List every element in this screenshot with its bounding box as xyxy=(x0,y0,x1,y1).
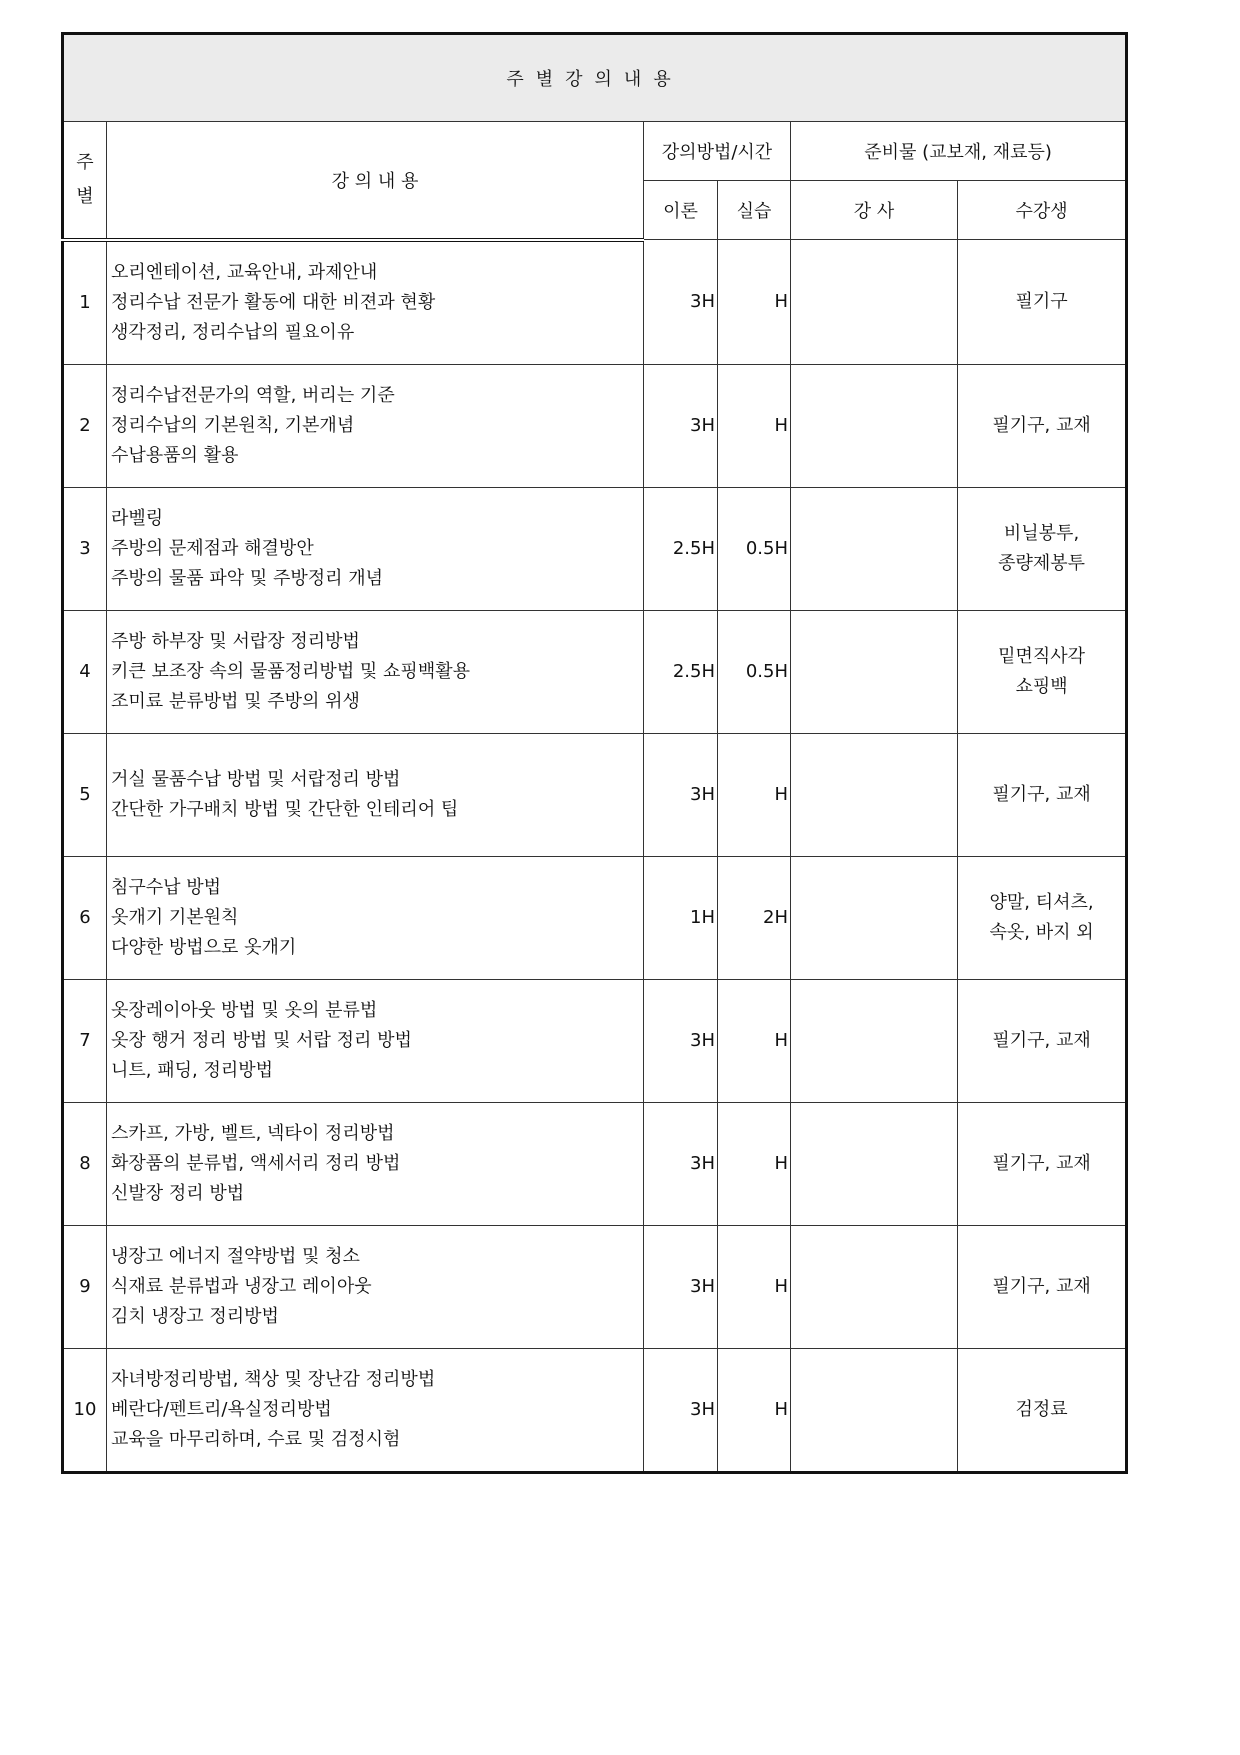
student-material-line: 필기구, 교재 xyxy=(992,1029,1091,1051)
instructor-materials xyxy=(791,856,958,979)
content-header-label: 강 의 내 용 xyxy=(331,170,419,192)
student-material-line: 필기구, 교재 xyxy=(992,783,1091,805)
lecture-content xyxy=(107,856,644,979)
student-materials xyxy=(958,487,1127,610)
table-row xyxy=(63,364,1127,487)
lecture-line: 주방의 물품 파악 및 주방정리 개념 xyxy=(111,567,384,589)
student-header: 수강생 xyxy=(958,181,1127,240)
lecture-line: 수납용품의 활용 xyxy=(111,444,239,466)
lecture-content xyxy=(107,1225,644,1348)
practice-hours: H xyxy=(718,1348,791,1472)
lecture-line: 조미료 분류방법 및 주방의 위생 xyxy=(111,690,360,712)
theory-hours: 2.5H xyxy=(644,487,718,610)
table-row xyxy=(63,1102,1127,1225)
instructor-materials xyxy=(791,1348,958,1472)
practice-hours: H xyxy=(718,733,791,856)
instructor-materials xyxy=(791,487,958,610)
theory-hours: 3H xyxy=(644,1348,718,1472)
practice-hours: 0.5H xyxy=(718,610,791,733)
practice-hours: H xyxy=(718,364,791,487)
lecture-line: 스카프, 가방, 벨트, 넥타이 정리방법 xyxy=(111,1122,395,1144)
lecture-line: 김치 냉장고 정리방법 xyxy=(111,1305,279,1327)
table-row xyxy=(63,240,1127,365)
student-material-line: 검정료 xyxy=(1015,1398,1068,1420)
lecture-line: 정리수납 전문가 활동에 대한 비젼과 현황 xyxy=(111,291,436,313)
method-time-header: 강의방법/시간 xyxy=(644,122,791,181)
practice-hours: 0.5H xyxy=(718,487,791,610)
instructor-materials xyxy=(791,240,958,365)
week-header-label: 주별 xyxy=(76,151,94,207)
week-number: 9 xyxy=(63,1225,107,1348)
practice-hours: H xyxy=(718,1225,791,1348)
lecture-content xyxy=(107,240,644,365)
lecture-line: 옷개기 기본원칙 xyxy=(111,906,239,928)
table-body xyxy=(63,240,1127,1473)
instructor-materials xyxy=(791,1102,958,1225)
student-materials xyxy=(958,856,1127,979)
table-row xyxy=(63,487,1127,610)
lecture-content xyxy=(107,487,644,610)
student-material-line: 필기구 xyxy=(1015,290,1068,312)
lecture-line: 거실 물품수납 방법 및 서랍정리 방법 xyxy=(111,768,401,790)
table-row xyxy=(63,1348,1127,1472)
lecture-line: 니트, 패딩, 정리방법 xyxy=(111,1059,273,1081)
table-row xyxy=(63,856,1127,979)
week-number: 5 xyxy=(63,733,107,856)
student-materials xyxy=(958,1102,1127,1225)
student-materials xyxy=(958,733,1127,856)
student-material-line: 양말, 티셔츠, xyxy=(989,891,1094,913)
instructor-materials xyxy=(791,1225,958,1348)
student-material-line: 종량제봉투 xyxy=(998,552,1086,574)
weekly-lecture-table xyxy=(61,32,1128,1474)
week-number: 1 xyxy=(63,240,107,365)
lecture-line: 냉장고 에너지 절약방법 및 청소 xyxy=(111,1245,360,1267)
lecture-content xyxy=(107,733,644,856)
student-materials xyxy=(958,979,1127,1102)
practice-hours: 2H xyxy=(718,856,791,979)
practice-hours: H xyxy=(718,979,791,1102)
instructor-materials xyxy=(791,364,958,487)
lecture-line: 주방의 문제점과 해결방안 xyxy=(111,537,314,559)
student-materials xyxy=(958,1225,1127,1348)
week-number: 2 xyxy=(63,364,107,487)
theory-hours: 3H xyxy=(644,1225,718,1348)
theory-hours: 3H xyxy=(644,979,718,1102)
lecture-line: 교육을 마무리하며, 수료 및 검정시험 xyxy=(111,1428,401,1450)
lecture-line: 옷장 행거 정리 방법 및 서랍 정리 방법 xyxy=(111,1029,412,1051)
lecture-content xyxy=(107,364,644,487)
practice-hours: H xyxy=(718,1102,791,1225)
student-material-line: 밑면직사각 xyxy=(998,645,1086,667)
student-material-line: 필기구, 교재 xyxy=(992,1275,1091,1297)
week-header xyxy=(63,122,107,240)
lecture-line: 간단한 가구배치 방법 및 간단한 인테리어 팁 xyxy=(111,798,459,820)
student-materials xyxy=(958,240,1127,365)
lecture-line: 생각정리, 정리수납의 필요이유 xyxy=(111,321,355,343)
theory-hours: 3H xyxy=(644,364,718,487)
instructor-header: 강 사 xyxy=(791,181,958,240)
table-row xyxy=(63,733,1127,856)
lecture-line: 식재료 분류법과 냉장고 레이아웃 xyxy=(111,1275,372,1297)
week-number: 3 xyxy=(63,487,107,610)
week-number: 4 xyxy=(63,610,107,733)
lecture-line: 키큰 보조장 속의 물품정리방법 및 쇼핑백활용 xyxy=(111,660,470,682)
lecture-line: 옷장레이아웃 방법 및 옷의 분류법 xyxy=(111,999,378,1021)
table-row xyxy=(63,610,1127,733)
week-number: 10 xyxy=(63,1348,107,1472)
lecture-line: 다양한 방법으로 옷개기 xyxy=(111,936,297,958)
student-materials xyxy=(958,610,1127,733)
lecture-content xyxy=(107,979,644,1102)
theory-hours: 2.5H xyxy=(644,610,718,733)
table-row xyxy=(63,1225,1127,1348)
lecture-line: 화장품의 분류법, 액세서리 정리 방법 xyxy=(111,1152,401,1174)
lecture-line: 정리수납의 기본원칙, 기본개념 xyxy=(111,414,355,436)
week-number: 6 xyxy=(63,856,107,979)
lecture-line: 자녀방정리방법, 책상 및 장난감 정리방법 xyxy=(111,1368,436,1390)
lecture-line: 주방 하부장 및 서랍장 정리방법 xyxy=(111,630,360,652)
lecture-line: 침구수납 방법 xyxy=(111,876,222,898)
theory-hours: 3H xyxy=(644,1102,718,1225)
theory-header: 이론 xyxy=(644,181,718,240)
student-material-line: 필기구, 교재 xyxy=(992,414,1091,436)
lecture-line: 정리수납전문가의 역할, 버리는 기준 xyxy=(111,384,395,406)
theory-hours: 3H xyxy=(644,733,718,856)
student-material-line: 속옷, 바지 외 xyxy=(989,921,1094,943)
table-row xyxy=(63,979,1127,1102)
instructor-materials xyxy=(791,979,958,1102)
lecture-line: 베란다/펜트리/욕실정리방법 xyxy=(111,1398,332,1420)
student-materials xyxy=(958,364,1127,487)
instructor-materials xyxy=(791,610,958,733)
student-material-line: 필기구, 교재 xyxy=(992,1152,1091,1174)
theory-hours: 1H xyxy=(644,856,718,979)
instructor-materials xyxy=(791,733,958,856)
lecture-content xyxy=(107,1348,644,1472)
lecture-line: 라벨링 xyxy=(111,507,164,529)
content-header xyxy=(107,122,644,240)
theory-hours: 3H xyxy=(644,240,718,365)
week-number: 8 xyxy=(63,1102,107,1225)
student-material-line: 쇼핑백 xyxy=(1015,675,1068,697)
student-material-line: 비닐봉투, xyxy=(1003,522,1080,544)
student-materials xyxy=(958,1348,1127,1472)
practice-hours: H xyxy=(718,240,791,365)
lecture-content xyxy=(107,1102,644,1225)
lecture-line: 신발장 정리 방법 xyxy=(111,1182,245,1204)
table-title: 주별강의내용 xyxy=(63,34,1127,122)
practice-header: 실습 xyxy=(718,181,791,240)
lecture-line: 오리엔테이션, 교육안내, 과제안내 xyxy=(111,261,378,283)
materials-header: 준비물 (교보재, 재료등) xyxy=(791,122,1127,181)
week-number: 7 xyxy=(63,979,107,1102)
lecture-content xyxy=(107,610,644,733)
